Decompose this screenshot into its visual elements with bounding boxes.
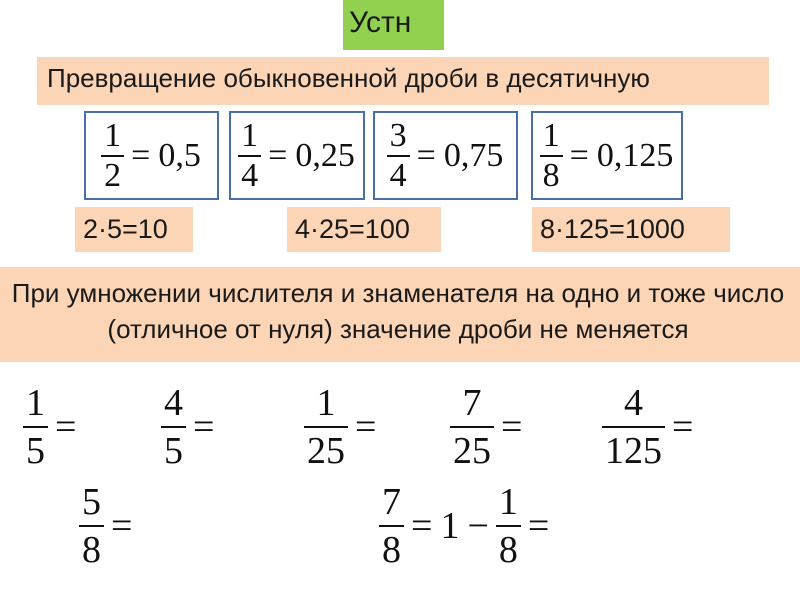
numerator: 1: [26, 382, 45, 424]
product-equality: 4·25=100: [287, 207, 441, 252]
fraction: [238, 116, 261, 194]
slide-title: Превращение обыкновенной дроби в десятичную: [47, 63, 650, 93]
minus-sign: −: [467, 505, 489, 547]
equals-sign: =: [111, 505, 133, 547]
numerator: 7: [462, 382, 482, 424]
slide-tab-label: Устн: [349, 6, 412, 39]
exercise-fraction: [599, 384, 697, 470]
rule-statement: При умножении числителя и знаменателя на одно и тоже число (отличное от нуля) значение дроби не меняется: [11, 278, 785, 344]
equals-sign: =: [527, 505, 550, 547]
numerator: 4: [164, 382, 183, 424]
decimal-value: 0,5: [158, 136, 201, 174]
decimal-value: 0,125: [596, 136, 674, 174]
numerator: 1: [104, 116, 122, 154]
denominator: 25: [307, 430, 345, 472]
equals-sign: =: [411, 505, 433, 547]
denominator: 8: [382, 529, 401, 571]
equals-sign: =: [268, 136, 288, 174]
equals-sign: =: [672, 406, 694, 448]
numerator: 7: [382, 481, 401, 523]
equals-sign: =: [569, 136, 589, 174]
numerator: 3: [389, 116, 407, 154]
exercise-fraction: [76, 483, 136, 569]
conversion-box: [84, 111, 219, 200]
denominator: 5: [26, 430, 45, 472]
fraction: [387, 116, 410, 194]
denominator: 25: [453, 430, 491, 472]
complement-expression: [376, 483, 553, 569]
denominator: 4: [241, 156, 259, 194]
numerator: 5: [82, 481, 101, 523]
exercise-fraction: [447, 384, 526, 470]
decimal-value: 0,25: [295, 136, 355, 174]
equals-sign: =: [416, 136, 436, 174]
fraction: [101, 116, 124, 194]
numerator: 1: [498, 481, 518, 523]
equals-sign: =: [501, 406, 523, 448]
exercise-fraction: [20, 384, 80, 470]
product-equality: 2·5=10: [75, 207, 193, 252]
denominator: 125: [605, 430, 662, 472]
denominator: 8: [542, 156, 560, 194]
denominator: 5: [164, 430, 183, 472]
denominator: 8: [498, 529, 518, 571]
decimal-value: 0,75: [443, 136, 504, 174]
equals-sign: =: [131, 136, 151, 174]
numerator: 1: [241, 116, 259, 154]
conversion-box: [531, 111, 683, 200]
exercise-fraction: [158, 384, 218, 470]
numerator: 1: [316, 382, 336, 424]
equals-sign: =: [193, 406, 215, 448]
whole-one: 1: [440, 505, 460, 547]
exercise-fraction: [301, 384, 380, 470]
numerator: 1: [542, 116, 560, 154]
product-equality: 8·125=1000: [532, 207, 730, 252]
fraction: [540, 116, 563, 194]
numerator: 4: [624, 382, 643, 424]
conversion-box: [229, 111, 365, 200]
slide-tab: [343, 0, 444, 50]
equals-sign: =: [355, 406, 377, 448]
denominator: 8: [82, 529, 101, 571]
equals-sign: =: [55, 406, 77, 448]
denominator: 2: [104, 156, 122, 194]
conversion-box: [373, 111, 518, 200]
denominator: 4: [389, 156, 407, 194]
